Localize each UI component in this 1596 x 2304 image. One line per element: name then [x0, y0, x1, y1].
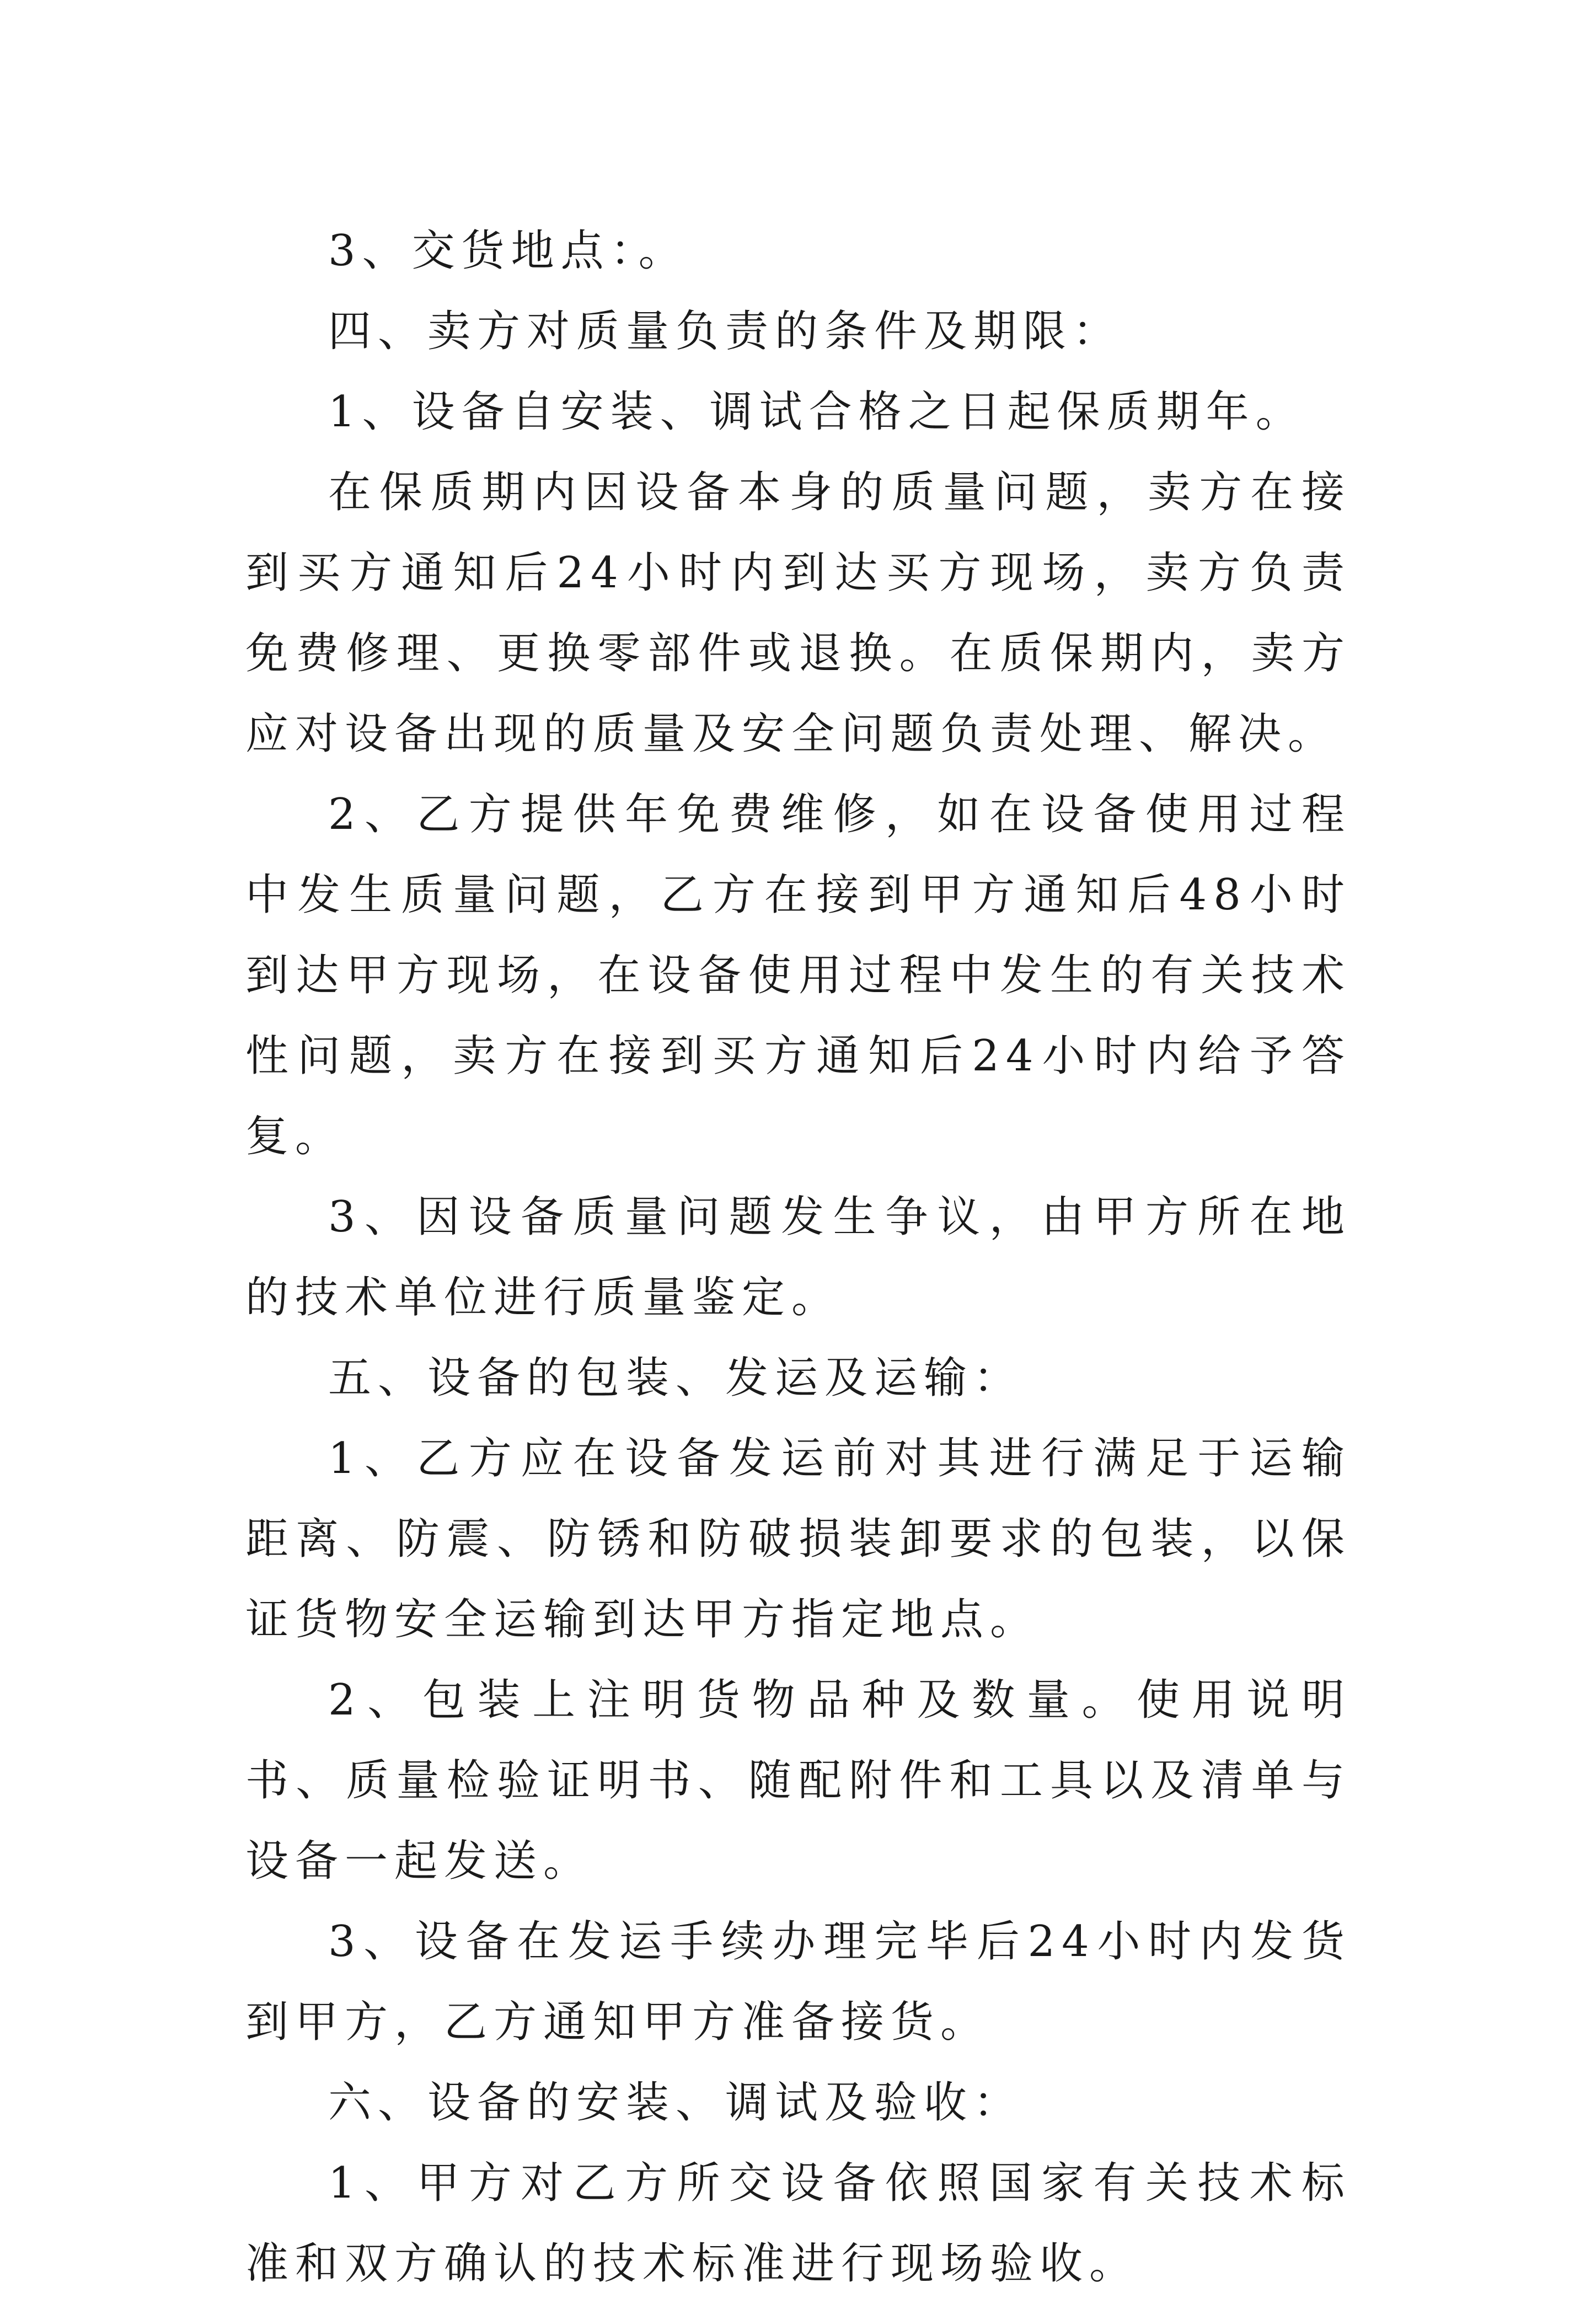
paragraph-quality-dispute: 3、因设备质量问题发生争议，由甲方所在地的技术单位进行质量鉴定。 [245, 1192, 1351, 1322]
paragraph-packaging: 1、乙方应在设备发运前对其进行满足于运输距离、防震、防锈和防破损装卸要求的包装，以保证货物安全运输到达甲方指定地点。 [245, 1434, 1351, 1644]
heading-section-six: 六、设备的安装、调试及验收： [328, 2078, 1024, 2128]
heading-section-five: 五、设备的包装、发运及运输： [328, 1353, 1024, 1403]
paragraph-free-maintenance: 2、乙方提供年免费维修，如在设备使用过程中发生质量问题，乙方在接到甲方通知后48小时到达甲方现场，在设备使用过程中发生的有关技术性问题，卖方在接到买方通知后24小时内给予答复。 [245, 790, 1351, 1161]
paragraph-delivery-location: 3、交货地点：。 [328, 226, 688, 276]
paragraph-shipping: 3、设备在发运手续办理完毕后24小时内发货到甲方，乙方通知甲方准备接货。 [245, 1917, 1351, 2047]
paragraph-warranty-repair: 在保质期内因设备本身的质量问题，卖方在接到买方通知后24小时内到达买方现场，卖方负责免费修理、更换零部件或退换。在质保期内，卖方应对设备出现的质量及安全问题负责处理、解决。 [245, 468, 1351, 759]
paragraph-warranty-period: 1、设备自安装、调试合格之日起保质期年。 [328, 387, 1305, 437]
heading-section-four: 四、卖方对质量负责的条件及期限： [328, 307, 1123, 356]
paragraph-package-labels: 2、包装上注明货物品种及数量。使用说明书、质量检验证明书、随配附件和工具以及清单与设备一起发送。 [245, 1675, 1351, 1886]
paragraph-acceptance: 1、甲方对乙方所交设备依照国家有关技术标准和双方确认的技术标准进行现场验收。 [245, 2158, 1351, 2289]
document-body [245, 211, 1351, 2304]
